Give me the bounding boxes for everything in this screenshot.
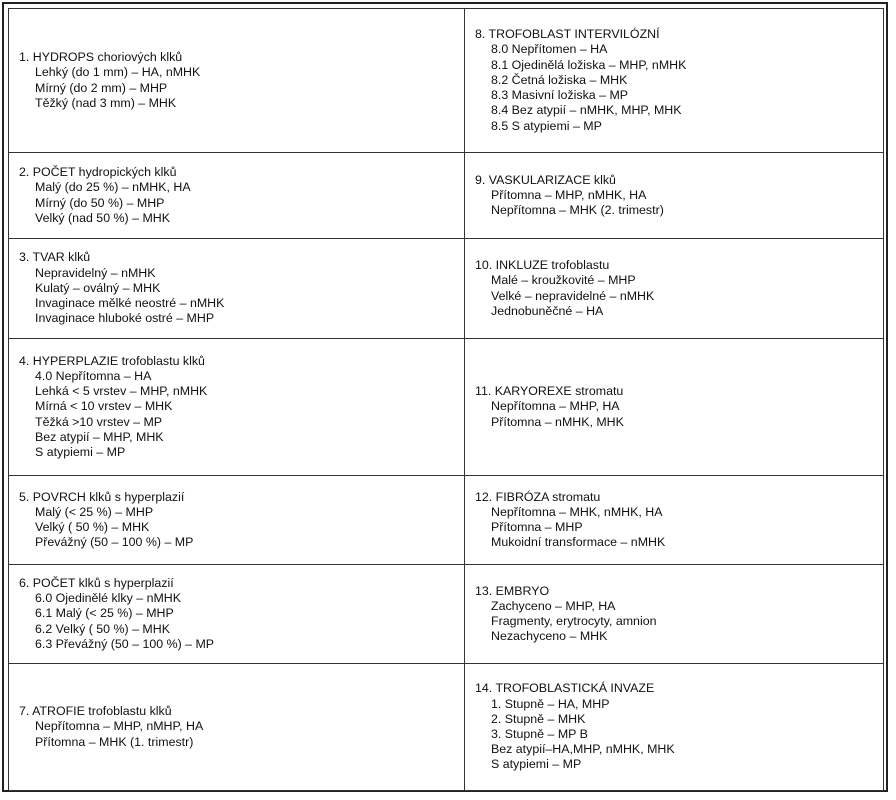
- criterion-heading: 11. KARYOREXE stromatu: [475, 384, 624, 399]
- criterion-item: 8.5 S atypiemi – MP: [491, 118, 602, 133]
- criterion-heading: 9. VASKULARIZACE klků: [475, 172, 616, 187]
- criterion-cell-left: [9, 153, 465, 239]
- criterion-item: Zachyceno – MHP, HA: [491, 598, 616, 613]
- criterion-cell-right: [465, 664, 884, 791]
- criterion-item: 8.4 Bez atypií – nMHK, MHP, MHK: [491, 103, 682, 118]
- criterion-cell-left: [9, 239, 465, 339]
- criterion-item: 6.0 Ojedinělé klky – nMHK: [35, 591, 182, 606]
- criterion-item: Velké – nepravidelné – nMHK: [491, 288, 655, 303]
- criterion-cell-right: [465, 476, 884, 565]
- criterion-item: Kulatý – oválný – MHK: [35, 280, 161, 295]
- criterion-item: Mírný (do 50 %) – MHP: [35, 195, 165, 210]
- criterion-cell-right: [465, 239, 884, 339]
- criterion-cell-right: [465, 9, 884, 153]
- criterion-item: S atypiemi – MP: [35, 445, 126, 459]
- criterion-item: Velký (nad 50 %) – MHK: [35, 210, 170, 225]
- table-row: [9, 239, 884, 339]
- criterion-heading: 10. INKLUZE trofoblastu: [475, 258, 610, 273]
- criterion-item: Nezachyceno – MHK: [491, 629, 608, 644]
- criterion-item: 8.1 Ojedinělá ložiska – MHP, nMHK: [491, 57, 687, 72]
- criterion-heading: 1. HYDROPS choriových klků: [19, 50, 183, 65]
- criterion-heading: 5. POVRCH klků s hyperplazií: [19, 489, 185, 504]
- criterion-item: Invaginace hluboké ostré – MHP: [35, 311, 215, 326]
- table-row: [9, 664, 884, 791]
- table-row: [9, 476, 884, 565]
- criterion-item: Mírná < 10 vrstev – MHK: [35, 399, 173, 414]
- criterion-heading: 14. TROFOBLASTICKÁ INVAZE: [475, 681, 655, 696]
- criterion-item: Bez atypií–HA,MHP, nMHK, MHK: [491, 742, 675, 757]
- criterion-item: S atypiemi – MP: [491, 757, 582, 772]
- criterion-cell-left: [9, 9, 465, 153]
- criterion-item: 8.3 Masivní ložiska – MP: [491, 88, 629, 103]
- criterion-item: Lehká < 5 vrstev – MHP, nMHK: [35, 384, 208, 399]
- criterion-item: Nepřítomna – MHK, nMHK, HA: [491, 504, 663, 519]
- criterion-item: 2. Stupně – MHK: [491, 711, 586, 726]
- criterion-cell-left: [9, 664, 465, 791]
- table-row: [9, 153, 884, 239]
- criterion-cell-right: [465, 153, 884, 239]
- criterion-item: Přítomna – MHK (1. trimestr): [35, 734, 194, 749]
- criterion-heading: 12. FIBRÓZA stromatu: [475, 489, 601, 504]
- criterion-cell-right: [465, 565, 884, 664]
- criterion-item: Přítomna – MHP: [491, 520, 583, 534]
- criterion-item: Malý (< 25 %) – MHP: [35, 504, 154, 519]
- criterion-heading: 13. EMBRYO: [475, 583, 550, 598]
- criterion-item: Těžký (nad 3 mm) – MHK: [35, 95, 177, 110]
- criterion-heading: 7. ATROFIE trofoblastu klků: [19, 704, 172, 719]
- criterion-heading: 6. POČET klků s hyperplazií: [19, 575, 174, 590]
- criterion-cell-right: [465, 339, 884, 476]
- criterion-item: Malé – kroužkovité – MHP: [491, 273, 636, 288]
- criterion-item: Přítomna – nMHK, MHK: [491, 414, 624, 429]
- criteria-table: [8, 8, 884, 791]
- criterion-heading: 4. HYPERPLAZIE trofoblastu klků: [19, 353, 205, 368]
- table-row: [9, 565, 884, 664]
- criterion-item: Invaginace mělké neostré – nMHK: [35, 296, 225, 311]
- criterion-item: 8.0 Nepřítomen – HA: [491, 42, 608, 57]
- criterion-cell-left: [9, 339, 465, 476]
- criterion-item: 6.2 Velký ( 50 %) – MHK: [35, 621, 170, 636]
- criterion-item: Bez atypií – MHP, MHK: [35, 429, 164, 444]
- criterion-heading: 3. TVAR klků: [19, 250, 91, 265]
- table-row: [9, 339, 884, 476]
- criterion-item: Lehký (do 1 mm) – HA, nMHK: [35, 65, 201, 80]
- table-row: [9, 9, 884, 153]
- criterion-item: Nepřítomna – MHP, HA: [491, 399, 620, 414]
- criterion-item: 3. Stupně – MP B: [491, 727, 588, 741]
- criterion-item: Těžká >10 vrstev – MP: [35, 414, 163, 429]
- criterion-heading: 8. TROFOBLAST INTERVILÓZNÍ: [475, 27, 660, 42]
- criterion-item: 6.3 Převážný (50 – 100 %) – MP: [35, 636, 215, 651]
- criterion-item: Velký ( 50 %) – MHK: [35, 520, 150, 534]
- criterion-heading: 2. POČET hydropických klků: [19, 165, 177, 180]
- criterion-item: Převážný (50 – 100 %) – MP: [35, 535, 194, 550]
- criterion-cell-left: [9, 565, 465, 664]
- criteria-table-body: [9, 9, 884, 791]
- criterion-item: Nepřítomna – MHK (2. trimestr): [491, 203, 664, 218]
- criterion-item: Fragmenty, erytrocyty, amnion: [491, 614, 657, 628]
- criterion-item: Nepřítomna – MHP, nMHP, HA: [35, 719, 204, 734]
- criterion-item: Nepravidelný – nMHK: [35, 265, 156, 280]
- criterion-item: Mírný (do 2 mm) – MHP: [35, 80, 168, 95]
- criterion-item: 1. Stupně – HA, MHP: [491, 696, 610, 711]
- criterion-item: Mukoidní transformace – nMHK: [491, 535, 666, 550]
- criterion-item: Jednobuněčné – HA: [491, 303, 604, 318]
- criterion-item: 6.1 Malý (< 25 %) – MHP: [35, 606, 174, 621]
- criterion-item: 8.2 Četná ložiska – MHK: [491, 72, 628, 87]
- criterion-cell-left: [9, 476, 465, 565]
- criterion-item: 4.0 Nepřítomna – HA: [35, 368, 152, 383]
- criterion-item: Přítomna – MHP, nMHK, HA: [491, 187, 647, 202]
- criterion-item: Malý (do 25 %) – nMHK, HA: [35, 180, 191, 195]
